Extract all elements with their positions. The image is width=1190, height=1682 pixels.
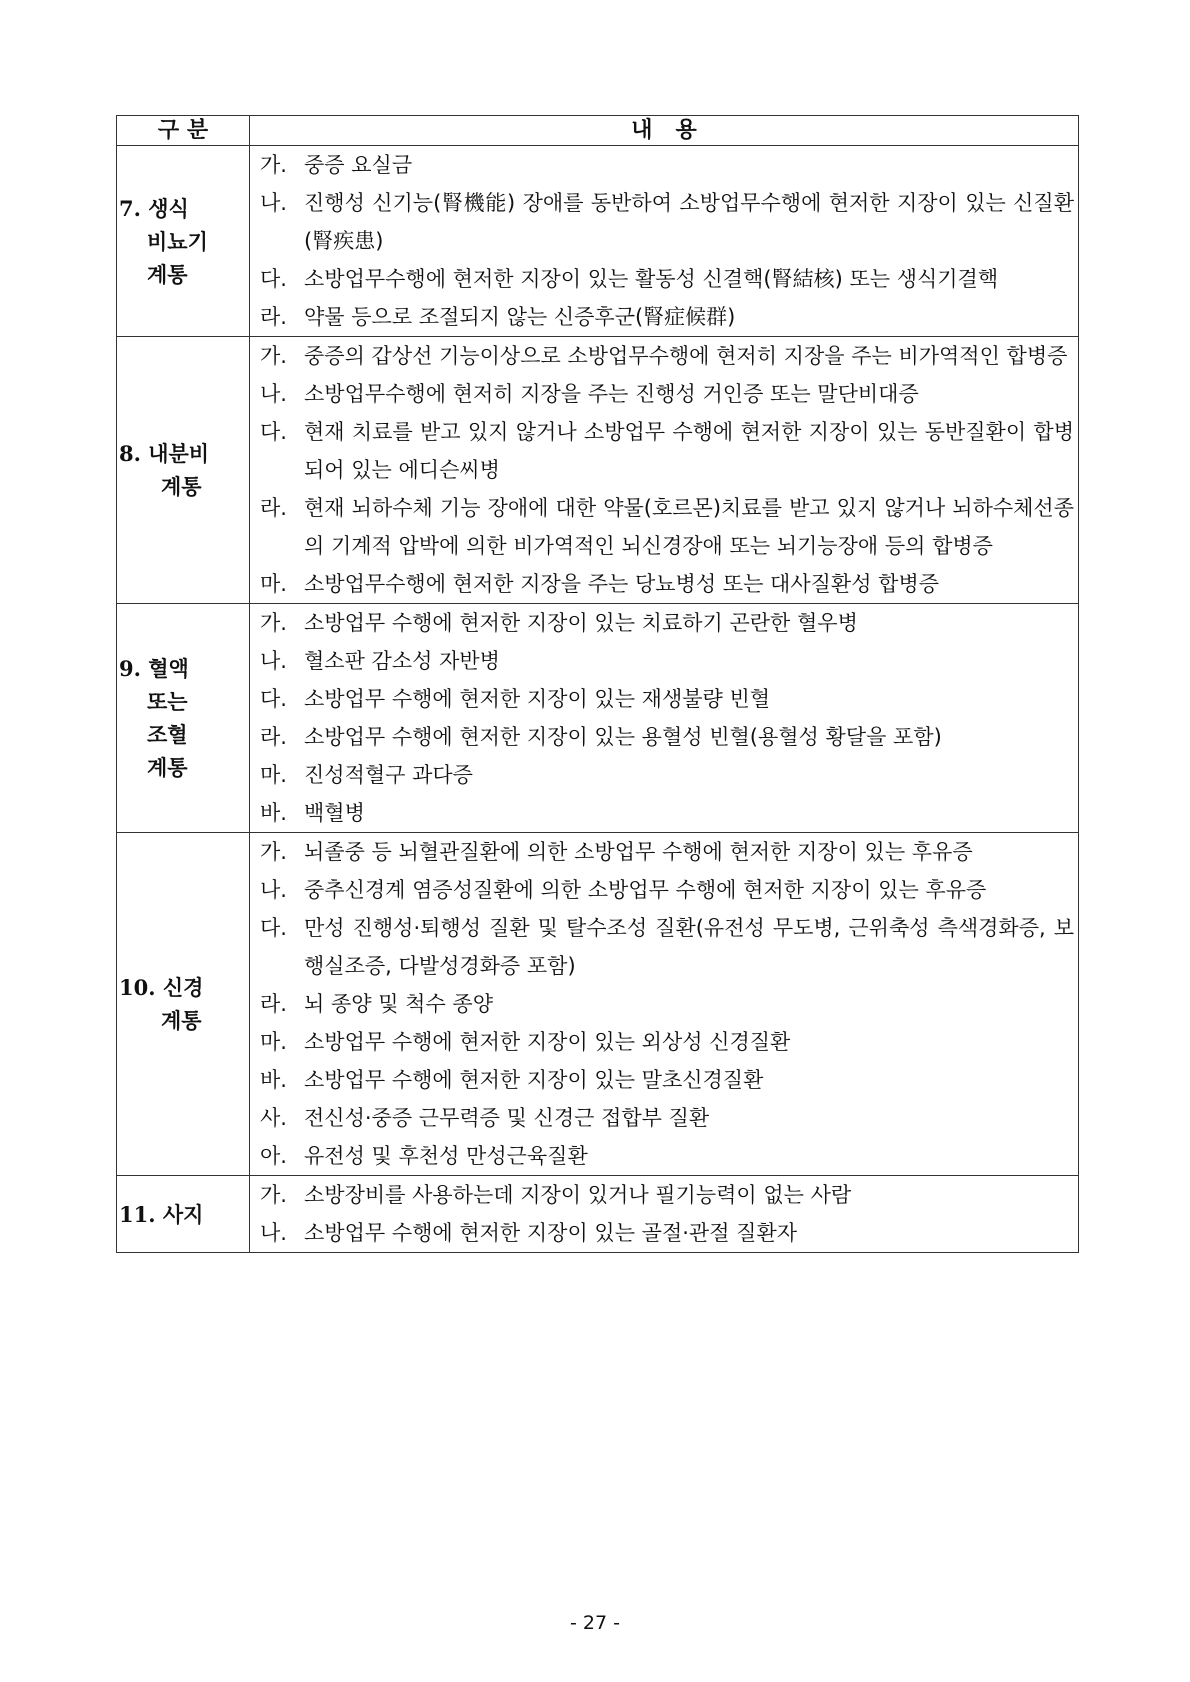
item-text: 현재 치료를 받고 있지 않거나 소방업무 수행에 현저한 지장이 있는 동반질환이 합병되어 있는 에디슨씨병 bbox=[304, 420, 1074, 482]
category-cell bbox=[117, 604, 250, 833]
table-row bbox=[117, 833, 1079, 1176]
item-marker: 마. bbox=[260, 763, 287, 787]
list-item bbox=[260, 833, 1074, 871]
item-marker: 사. bbox=[260, 1106, 287, 1130]
category-line: 8. 내분비 bbox=[119, 441, 210, 466]
item-marker: 다. bbox=[260, 916, 287, 940]
table-row bbox=[117, 604, 1079, 833]
item-text: 만성 진행성·퇴행성 질환 및 탈수조성 질환(유전성 무도병, 근위축성 측색경화증, 보행실조증, 다발성경화증 포함) bbox=[304, 916, 1074, 978]
table-row bbox=[117, 1176, 1079, 1253]
list-item bbox=[260, 260, 1074, 298]
list-item bbox=[260, 1137, 1074, 1175]
item-text: 소방업무 수행에 현저한 지장이 있는 재생불량 빈혈 bbox=[304, 687, 771, 711]
content-cell bbox=[250, 604, 1079, 833]
table-row bbox=[117, 146, 1079, 337]
item-marker: 라. bbox=[260, 305, 287, 329]
item-marker: 가. bbox=[260, 153, 287, 177]
table-header-row bbox=[117, 116, 1079, 146]
item-text: 중증의 갑상선 기능이상으로 소방업무수행에 현저히 지장을 주는 비가역적인 합병증 bbox=[304, 344, 1068, 368]
list-item bbox=[260, 1061, 1074, 1099]
item-text: 뇌 종양 및 척수 종양 bbox=[304, 992, 493, 1016]
table-row bbox=[117, 337, 1079, 604]
item-text: 뇌졸중 등 뇌혈관질환에 의한 소방업무 수행에 현저한 지장이 있는 후유증 bbox=[304, 840, 973, 864]
item-text: 소방업무 수행에 현저한 지장이 있는 치료하기 곤란한 혈우병 bbox=[304, 611, 858, 635]
item-marker: 다. bbox=[260, 267, 287, 291]
page-number: - 27 - bbox=[570, 1612, 620, 1634]
category-line: 또는 bbox=[147, 689, 188, 714]
list-item bbox=[260, 680, 1074, 718]
content-cell bbox=[250, 833, 1079, 1176]
item-text: 진행성 신기능(腎機能) 장애를 동반하여 소방업무수행에 현저한 지장이 있는 신질환(腎疾患) bbox=[304, 191, 1074, 253]
list-item bbox=[260, 375, 1074, 413]
item-text: 소방업무 수행에 현저한 지장이 있는 골절·관절 질환자 bbox=[304, 1221, 798, 1245]
list-item bbox=[260, 298, 1074, 336]
item-text: 소방장비를 사용하는데 지장이 있거나 필기능력이 없는 사람 bbox=[304, 1183, 852, 1207]
list-item bbox=[260, 794, 1074, 832]
item-marker: 바. bbox=[260, 1068, 287, 1092]
content-table bbox=[116, 115, 1079, 1253]
list-item bbox=[260, 718, 1074, 756]
item-marker: 마. bbox=[260, 572, 287, 596]
category-cell bbox=[117, 337, 250, 604]
item-text: 소방업무수행에 현저한 지장이 있는 활동성 신결핵(腎結核) 또는 생식기결핵 bbox=[304, 267, 999, 291]
item-marker: 라. bbox=[260, 725, 287, 749]
list-item bbox=[260, 146, 1074, 184]
list-item bbox=[260, 337, 1074, 375]
item-marker: 나. bbox=[260, 649, 287, 673]
item-text: 소방업무 수행에 현저한 지장이 있는 외상성 신경질환 bbox=[304, 1030, 791, 1054]
header-content: 내 용 bbox=[250, 116, 1079, 146]
item-marker: 가. bbox=[260, 344, 287, 368]
item-text: 소방업무 수행에 현저한 지장이 있는 용혈성 빈혈(용혈성 황달을 포함) bbox=[304, 725, 942, 749]
item-text: 혈소판 감소성 자반병 bbox=[304, 649, 500, 673]
item-marker: 라. bbox=[260, 496, 287, 520]
category-line: 조혈 bbox=[147, 722, 188, 747]
list-item bbox=[260, 871, 1074, 909]
category-line: 계통 bbox=[161, 474, 202, 499]
list-item bbox=[260, 1099, 1074, 1137]
item-text: 진성적혈구 과다증 bbox=[304, 763, 473, 787]
list-item bbox=[260, 1176, 1074, 1214]
item-text: 유전성 및 후천성 만성근육질환 bbox=[304, 1144, 588, 1168]
list-item bbox=[260, 413, 1074, 489]
item-text: 중증 요실금 bbox=[304, 153, 413, 177]
item-text: 약물 등으로 조절되지 않는 신증후군(腎症候群) bbox=[304, 305, 736, 329]
item-text: 백혈병 bbox=[304, 801, 365, 825]
category-cell bbox=[117, 146, 250, 337]
item-marker: 나. bbox=[260, 382, 287, 406]
item-marker: 가. bbox=[260, 611, 287, 635]
item-text: 중추신경계 염증성질환에 의한 소방업무 수행에 현저한 지장이 있는 후유증 bbox=[304, 878, 987, 902]
item-text: 소방업무 수행에 현저한 지장이 있는 말초신경질환 bbox=[304, 1068, 764, 1092]
list-item bbox=[260, 642, 1074, 680]
item-marker: 가. bbox=[260, 1183, 287, 1207]
list-item bbox=[260, 909, 1074, 985]
item-marker: 마. bbox=[260, 1030, 287, 1054]
list-item bbox=[260, 565, 1074, 603]
item-marker: 나. bbox=[260, 1221, 287, 1245]
item-text: 소방업무수행에 현저히 지장을 주는 진행성 거인증 또는 말단비대증 bbox=[304, 382, 919, 406]
category-line: 7. 생식 bbox=[119, 195, 189, 221]
item-text: 전신성·중증 근무력증 및 신경근 접합부 질환 bbox=[304, 1106, 710, 1130]
item-marker: 라. bbox=[260, 992, 287, 1016]
item-text: 소방업무수행에 현저한 지장을 주는 당뇨병성 또는 대사질환성 합병증 bbox=[304, 572, 940, 596]
list-item bbox=[260, 184, 1074, 260]
category-line: 계통 bbox=[147, 755, 188, 780]
item-text: 현재 뇌하수체 기능 장애에 대한 약물(호르몬)치료를 받고 있지 않거나 뇌하수체선종의 기계적 압박에 의한 비가역적인 뇌신경장애 또는 뇌기능장애 등의 합병증 bbox=[304, 496, 1074, 558]
list-item bbox=[260, 1214, 1074, 1252]
item-marker: 다. bbox=[260, 420, 287, 444]
category-line: 9. 혈액 bbox=[119, 656, 189, 681]
content-cell bbox=[250, 337, 1079, 604]
list-item bbox=[260, 489, 1074, 565]
item-marker: 가. bbox=[260, 840, 287, 864]
item-marker: 아. bbox=[260, 1144, 287, 1168]
item-marker: 다. bbox=[260, 687, 287, 711]
item-marker: 나. bbox=[260, 191, 287, 215]
list-item bbox=[260, 604, 1074, 642]
content-cell bbox=[250, 146, 1079, 337]
category-line: 비뇨기 bbox=[147, 228, 208, 254]
category-line: 10. 신경 bbox=[119, 975, 204, 1000]
list-item bbox=[260, 756, 1074, 794]
item-marker: 나. bbox=[260, 878, 287, 902]
item-marker: 바. bbox=[260, 801, 287, 825]
list-item bbox=[260, 1023, 1074, 1061]
category-line: 계통 bbox=[147, 261, 188, 287]
category-cell bbox=[117, 1176, 250, 1253]
list-item bbox=[260, 985, 1074, 1023]
category-line: 계통 bbox=[161, 1008, 202, 1033]
category-line: 11. 사지 bbox=[119, 1201, 204, 1227]
header-category: 구 분 bbox=[117, 116, 250, 146]
content-cell bbox=[250, 1176, 1079, 1253]
category-cell bbox=[117, 833, 250, 1176]
